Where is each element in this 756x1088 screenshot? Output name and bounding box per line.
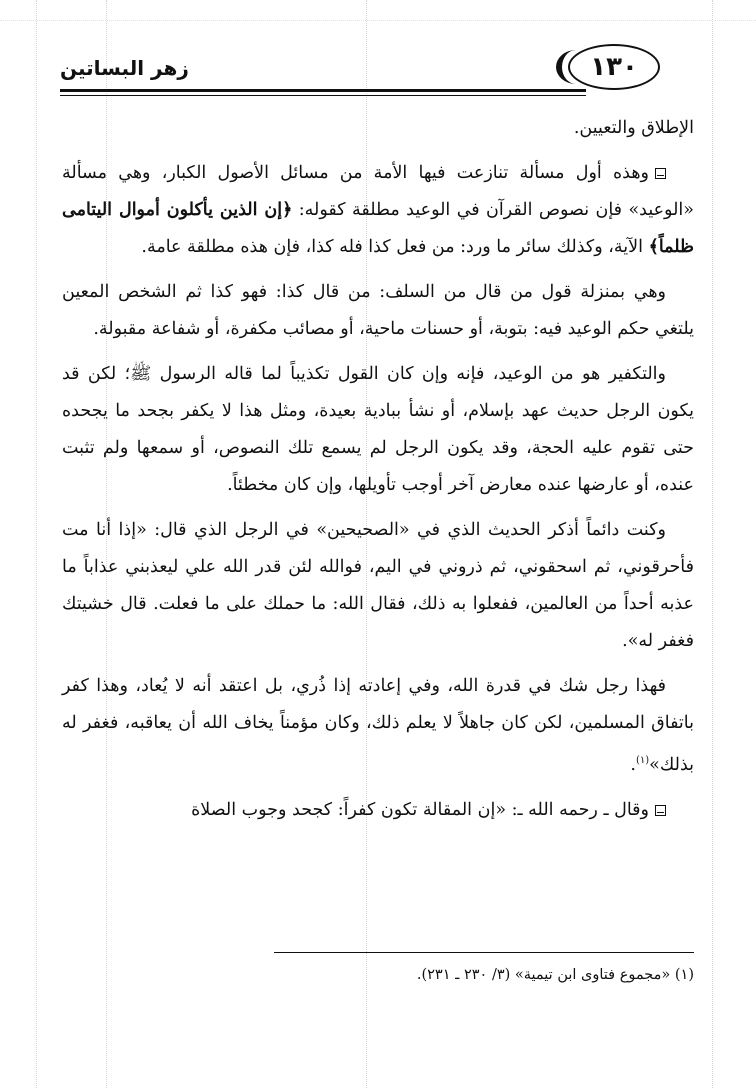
paragraph-text: وهي بمنزلة قول من قال من السلف: من قال كذا: فهو كذا ثم الشخص المعين يلتغي حكم الوعيد فيه: بتوبة، أو حسنات ماحية، أو مصائب مكفرة، أو شفاعة مقبولة.: [62, 282, 694, 339]
quran-quote: ﴿إن الذين يأكلون أموال اليتامى ظلماً﴾: [62, 200, 694, 257]
page-header: [60, 36, 696, 106]
running-title: زهر البساتين: [60, 56, 189, 80]
paragraph-mark-icon: [655, 168, 666, 179]
paragraph: [62, 155, 694, 266]
paragraph: [62, 668, 694, 784]
paragraph-text: وهذه أول مسألة تنازعت فيها الأمة من مسائل الأصول الكبار، وهي مسألة «الوعيد» فإن نصوص القرآن في الوعيد مطلقة كقوله:: [62, 163, 694, 220]
paragraph-text: فهذا رجل شك في قدرة الله، وفي إعادته إذا ذُري، بل اعتقد أنه لا يُعاد، وهذا كفر باتفاق المسلمين، لكن كان جاهلاً لا يعلم ذلك، وكان مؤمناً يخاف الله أن يعاقبه، فغفر له بذلك»: [62, 676, 694, 775]
paragraph: [62, 356, 694, 504]
page-number: ١٣٠: [568, 44, 660, 90]
paragraph: [62, 274, 694, 348]
header-rule: [60, 89, 586, 92]
paragraph-text: الإطلاق والتعيين.: [573, 118, 694, 138]
paragraph: [62, 110, 694, 147]
body-text: [62, 110, 694, 837]
scan-guide: [0, 20, 756, 21]
paragraph-text: وكنت دائماً أذكر الحديث الذي في «الصحيحين» في الرجل الذي قال: «إذا أنا مت فأحرقوني، ثم اسحقوني، ثم ذروني في اليم، فوالله لئن قدر الله علي ليعذبني عذاباً ما عذبه أحداً من العالمين، ففعلوا به ذلك، فقال الله: ما حملك على ما فعلت. قال خشيتك فغفر له».: [62, 520, 694, 651]
footnote-reference: (١): [635, 755, 650, 766]
scan-guide: [36, 0, 37, 1088]
paragraph-text: وقال ـ رحمه الله ـ: «إن المقالة تكون كفراً: كجحد وجوب الصلاة: [191, 799, 649, 820]
footnote-rule: [274, 952, 694, 953]
footnote: (١) «مجموع فتاوى ابن تيمية» (٣/ ٢٣٠ ـ ٢٣١).: [416, 967, 694, 983]
paragraph-mark-icon: [655, 805, 666, 816]
paragraph: [62, 792, 694, 829]
paragraph-text: الآية، وكذلك سائر ما ورد: من فعل كذا فله كذا، فإن هذه مطلقة عامة.: [141, 237, 649, 257]
scan-guide: [712, 0, 713, 1088]
paragraph-text: .: [630, 754, 636, 775]
paragraph-text: والتكفير هو من الوعيد، فإنه وإن كان القول تكذيباً لما قاله الرسول ﷺ؛ لكن قد يكون الرجل حديث عهد بإسلام، أو نشأ ببادية بعيدة، ومثل هذا لا يكفر بجحد ما يجحده حتى تقوم عليه الحجة، وقد يكون الرجل لم يسمع تلك النصوص، أو سمعها ولم تثبت عنده، أو عارضها عنده معارض آخر أوجب تأويلها، وإن كان مخطئاً.: [62, 364, 694, 495]
paragraph: [62, 512, 694, 660]
